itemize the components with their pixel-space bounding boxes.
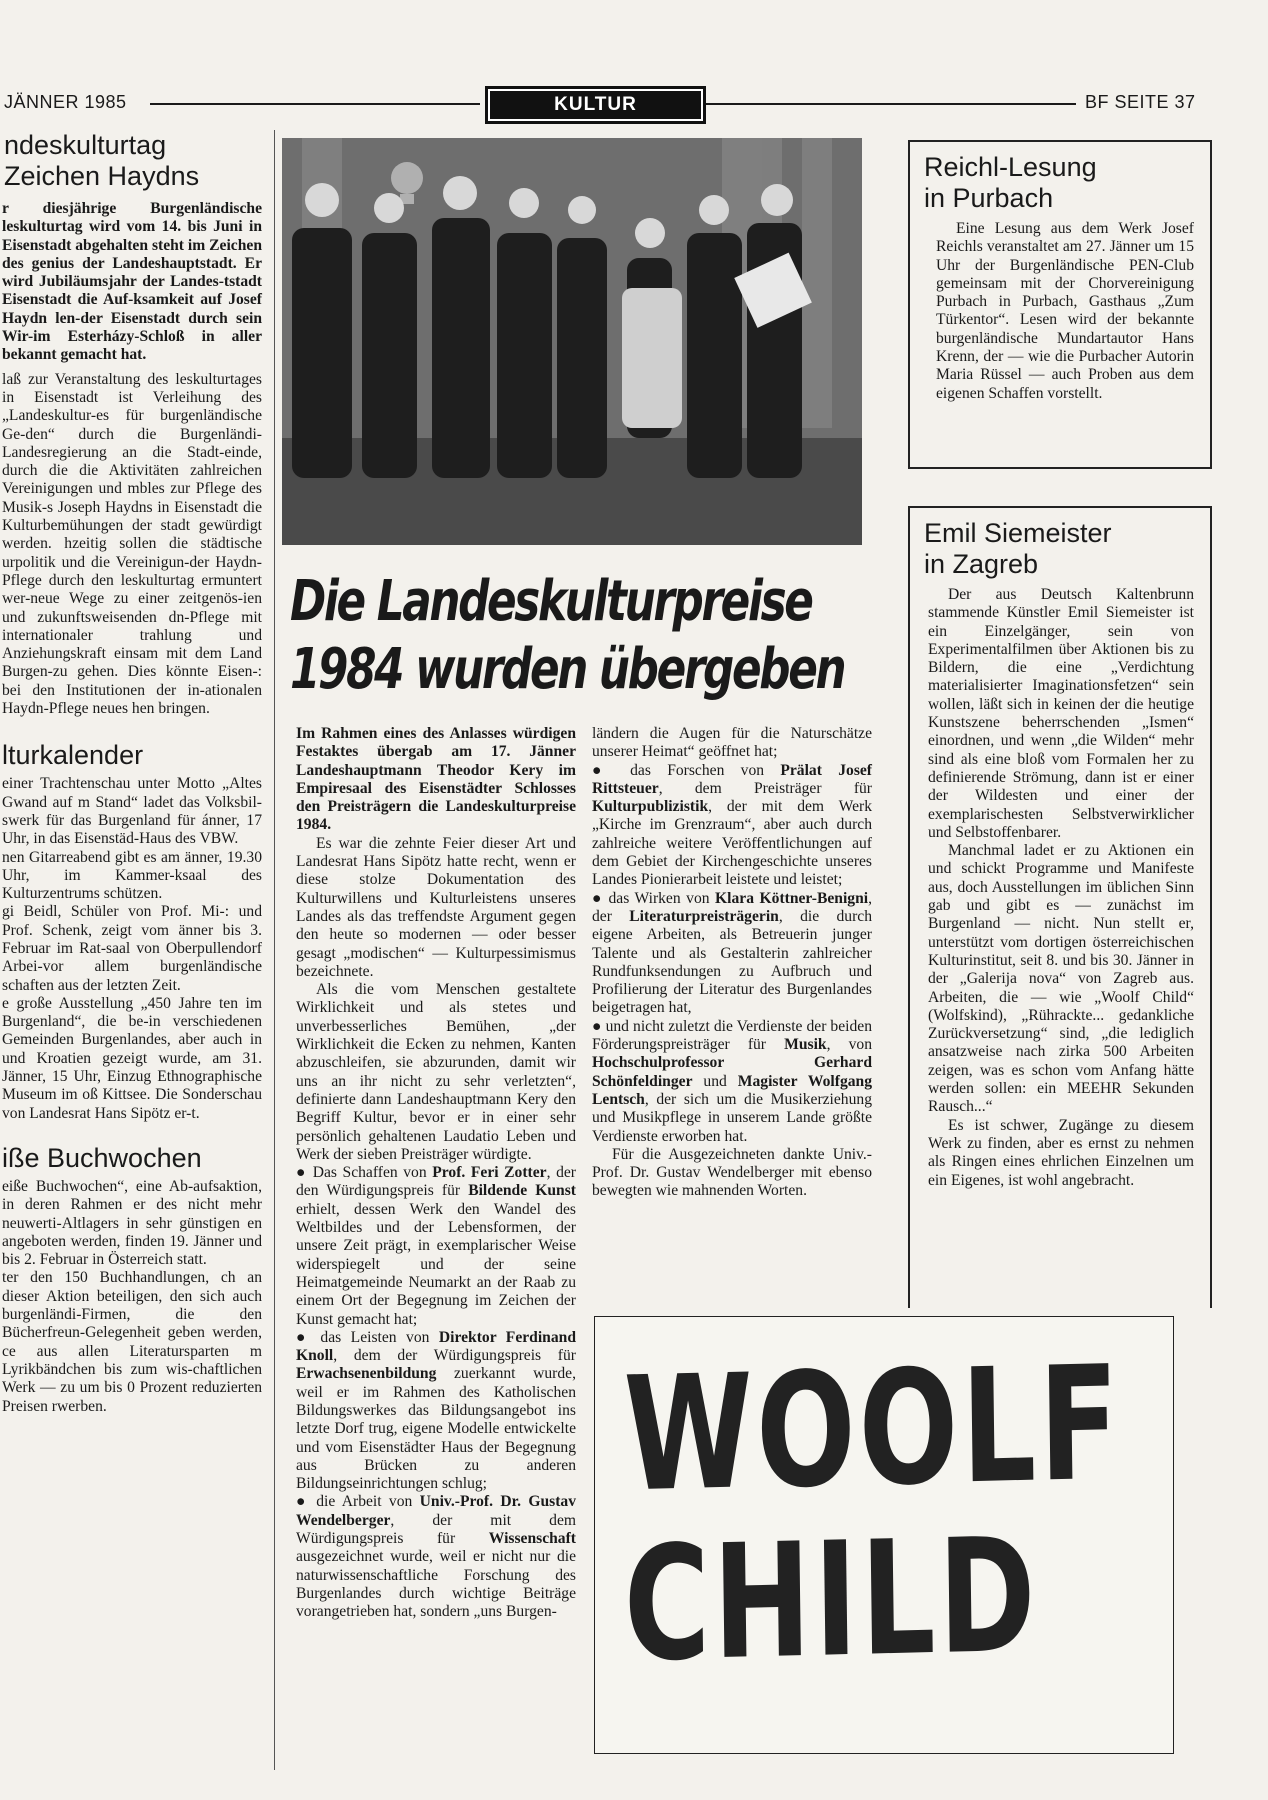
kulturkalender-title: lturkalender	[2, 740, 144, 771]
emil-text: Der aus Deutsch Kaltenbrunn stammende Künstler Emil Siemeister ist ein Einzelgänger, sein von Experimentalfilmen über Aktionen bis zu Bildern, die eine „Verdichtung materialisierter Imaginationsfetzen“ sein wollen, läßt sich in keinen der die heutige Kunstszene beherrschenden „Ismen“ einordnen, und wenn „die Wilden“ mehr sind als eine bloß vom Formalen her zu definierende Strömung, dann ist er einer der Wildesten und einer der exemplarischesten Selbstverwirklicher und Selbstoffenbarer. Manchmal ladet er zu Aktionen ein und schickt Programme und Manifeste aus, doch Ausstellungen im üblichen Sinn gab und gibt es — zunächst im Burgenland — nicht. Nun stellt er, unterstützt vom dortigen österreichischen Kulturinstitut, seit 8. und bis 30. Jänner in der „Galerija nova“ von Zagreb aus. Arbeiten, die — wie „Woolf Child“ (Wolfskind), „Rührackte... gedankliche Zurückversetzung“ sind, „die lediglich ansatzweise nach zirka 500 Arbeiten zeigen, was es schon vom Anfang hätte werden sollen: ein MEEHR Sekunden Rausch...“ Es ist schwer, Zugänge zu diesem Werk zu finden, aber es ernst zu nehmen als Ringen eines ehrlichen Einzelnen um ein Eigenes, ist wohl angebracht.	[928, 586, 1194, 1189]
header-rule-right	[706, 103, 1076, 105]
left-column	[0, 130, 270, 1770]
issue-date: JÄNNER 1985	[4, 92, 127, 112]
buchwochen-title: iße Buchwochen	[2, 1142, 202, 1173]
woolf-word: WOOLF	[622, 1332, 1124, 1528]
reichl-title: Reichl-Lesung in Purbach	[924, 152, 1097, 213]
woolf-child-artwork	[594, 1316, 1174, 1754]
landeskulturtag-title: ndeskulturtag Zeichen Haydns	[4, 130, 200, 191]
section-badge: KULTUR	[485, 86, 706, 124]
page-number: BF SEITE 37	[1085, 92, 1196, 112]
emil-title: Emil Siemeister in Zagreb	[924, 518, 1112, 579]
child-word: CHILD	[622, 1504, 1040, 1698]
reichl-box	[908, 140, 1212, 469]
reichl-text: Eine Lesung aus dem Werk Josef Reichls veranstaltet am 27. Jänner um 15 Uhr der Burgenländische PEN-Club gemeinsam mit der Chorvereinigung Purbach in Purbach, Gasthaus „Zum Türkentor“. Lesen wird der bekannte burgenländische Mundartautor Hans Krenn, der — wie die Purbacher Autorin Maria Rüssel — auch Proben aus dem eigenen Schaffen vorstellt.	[936, 220, 1194, 402]
article-column-1: Im Rahmen eines des Anlasses würdigen Festaktes übergab am 17. Jänner Landeshauptmann Theodor Kery im Empiresaal des Eisenstädter Schlosses den Preisträgern die Landeskulturpreise 1984. Es war die zehnte Feier dieser Art und Landesrat Hans Sipötz hatte recht, wenn er diese stolze Dokumentation des Kulturwillens und Kulturleistens unseres Landes als das treffendste Argument gegen den heute so modernen — oder besser gesagt „modischen“ — Kulturpessimismus bezeichnete. Als die vom Menschen gestaltete Wirklichkeit und als stetes und unverbesserliches Bemühen, „der Wirklichkeit die Ecken zu nehmen, Kanten abzuschleifen, sie abzurunden, damit wir uns an ihr nicht zu sehr verletzten“, definierte dann Landeshauptmann Kery den Begriff Kultur, bevor er in einer sehr persönlich gehaltenen Laudatio Leben und Werk der sieben Preisträger würdigte. ● Das Schaffen von Prof. Feri Zotter, der den Würdigungspreis für Bildende Kunst erhielt, dessen Werk den Wandel des Weltbildes und der Lebensformen, der unsere Zeit prägt, in exemplarischer Weise widerspiegelt und der seine Heimatgemeinde Neumarkt an der Raab zu einem Ort der Begegnung im Zeichen der Kunst gemacht hat; ● das Leisten von Direktor Ferdinand Knoll, dem der Würdigungspreis für Erwachsenenbildung zuerkannt wurde, weil er im Rahmen des Katholischen Bildungswerkes das Bildungsangebot ins letzte Dorf trug, eigene Modelle entwickelte und vom Eisenstädter Haus der Begegnung aus Brücken zu anderen Bildungseinrichtungen schlug; ● die Arbeit von Univ.-Prof. Dr. Gustav Wendelberger, der mit dem Würdigungspreis für Wissenschaft ausgezeichnet wurde, weil er nicht nur die naturwissenschaftliche Forschung des Burgenlandes durch wichtige Beiträge vorangetrieben hat, sondern „uns Burgen-	[296, 725, 576, 1621]
column-divider	[274, 130, 275, 1770]
main-headline: Die Landeskulturpreise 1984 wurden übergeben	[290, 569, 845, 702]
kulturkalender-text: einer Trachtenschau unter Motto „Altes Gwand auf m Stand“ ladet das Volksbil-swerk für das Burgenland für ánner, 17 Uhr, in das Eisenstäd-Haus des VBW. nen Gitarreabend gibt es am änner, 19.30 Uhr, im Kammer-ksaal des Kulturzentrums schützen. gi Beidl, Schüler von Prof. Mi-: und Prof. Schenk, zeigt vom änner bis 3. Februar im Rat-saal von Oberpullendorf Arbei-vor allem burgenländische schaften aus der letzten Zeit. e große Ausstellung „450 Jahre ten im Burgenland“, die be-in verschiedenen Gemeinden Burgenlandes, aber auch in und Kroatien gezeigt wurde, am 31. Jänner, 15 Uhr, Einzug Ethnographische Museum im oß Kittsee. Die Sonderschau von Landesrat Hans Sipötz er-t.	[2, 775, 262, 1122]
emil-box	[908, 506, 1212, 1308]
buchwochen-text: eiße Buchwochen“, eine Ab-aufsaktion, in deren Rahmen er des nicht mehr neuwerti-Altlagers in sehr günstigen en angeboten werden, finden 19. Jänner und bis 2. Februar in Österreich statt. ter den 150 Buchhandlungen, ch an dieser Aktion beteiligen, den sich auch burgenländi-Firmen, die den Bücherfreun-Gelegenheit geben werden, ce aus allen Literatursparten m Lyrikbändchen bis zum wis-chaftlichen Werk — zu um bis 0 Prozent reduzierten Preisen rwerben.	[2, 1177, 262, 1415]
award-photo	[282, 138, 862, 545]
header-rule-left	[150, 103, 480, 105]
landeskulturtag-text: r diesjährige Burgenländische leskulturtag wird vom 14. bis Juni in Eisenstadt abgehalten steht im Zeichen des genius der Landeshauptstadt. Er wird Jubiläumsjahr der Landes-tstadt Eisenstadt die Auf-ksamkeit auf Josef Haydn len-der Eisenstadt durch sein Wir-im Esterházy-Schloß in aller bekannt gemacht hat. laß zur Veranstaltung des leskulturtages in Eisenstadt ist Verleihung des „Landeskultur-es für burgenländische Ge-den“ durch die Burgenländi-Landesregierung an die Stadt-einde, durch die die Aktivitäten zahlreichen Vereinigungen und mbles zur Pflege des Musik-s Joseph Haydns in Eisenstadt die Kulturbemühungen der stadt gewürdigt werden. hzeitig sollen die städtische urpolitik und die Vereinigun-der Haydn-Pflege durch den leskulturtag ermuntert wer-neue Wege zu einer zeitgenös-ien und zukunftsweisenden dn-Pflege mit internationaler trahlung und Anziehungskraft einsam mit dem Land Burgen-zu gehen. Dies könnte Eisen-: bei den Institutionen der in-ationalen Haydn-Pflege neues hen bringen.	[2, 200, 262, 718]
article-column-2: ländern die Augen für die Naturschätze unserer Heimat“ geöffnet hat; ● das Forschen von Prälat Josef Rittsteuer, dem Preisträger für Kulturpublizistik, der mit dem Werk „Kirche im Grenzraum“, aber auch durch zahlreiche weitere Veröffentlichungen auf dem Gebiet der Kirchengeschichte unseres Landes Pionierarbeit leistete und leistet; ● das Wirken von Klara Köttner-Benigni, der Literaturpreisträgerin, die durch eigene Arbeiten, als Betreuerin junger Talente und als Gestalterin zahlreicher Rundfunksendungen zu Aufbruch und Profilierung der Literatur des Burgenlandes beigetragen hat, ● und nicht zuletzt die Verdienste der beiden Förderungspreisträger für Musik, von Hochschulprofessor Gerhard Schönfeldinger und Magister Wolfgang Lentsch, der sich um die Musikerziehung und Musikpflege in unserem Lande größte Verdienste erworben hat. Für die Ausgezeichneten dankte Univ.-Prof. Dr. Gustav Wendelberger mit ebenso bewegten wie mahnenden Worten.	[592, 725, 873, 1200]
